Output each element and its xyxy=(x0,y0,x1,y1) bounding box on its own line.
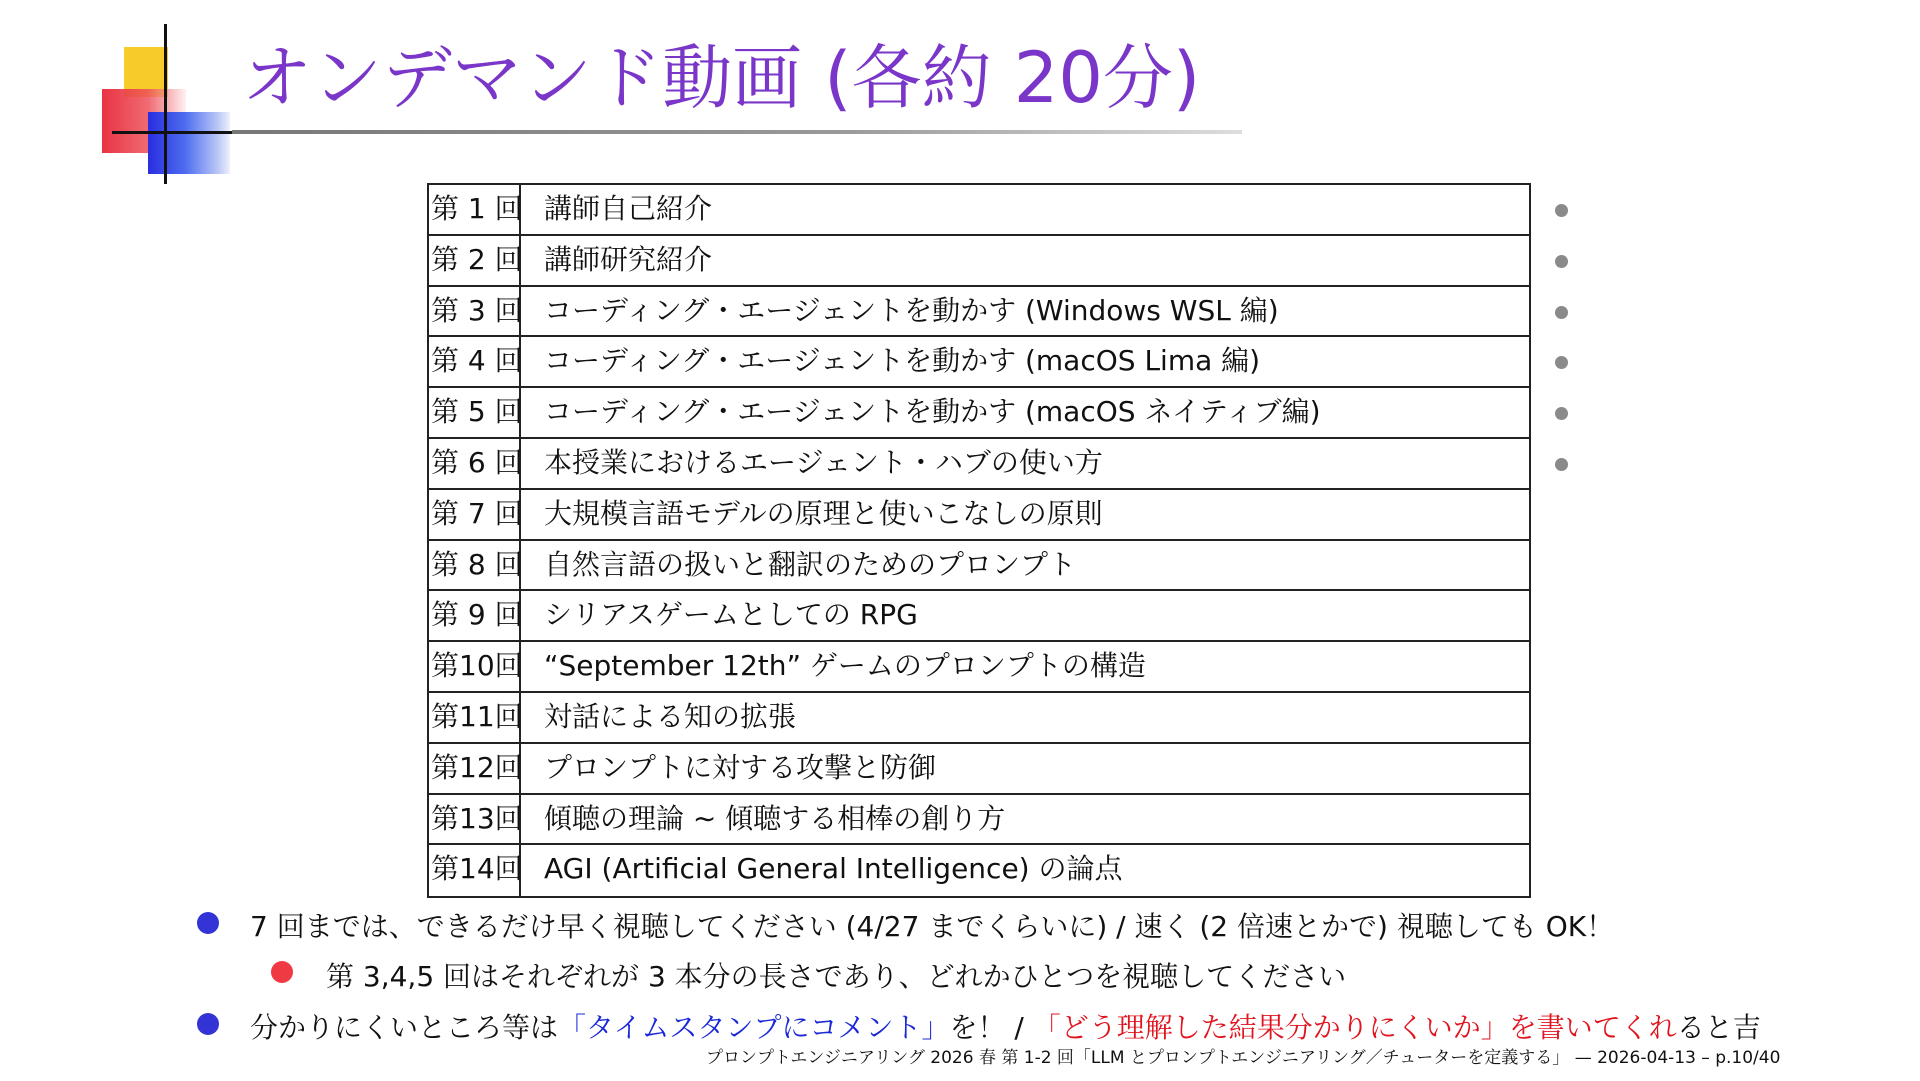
lecture-row xyxy=(429,287,1529,338)
lecture-row xyxy=(429,490,1529,541)
lecture-marker-dot xyxy=(1555,255,1568,268)
lecture-title: 大規模言語モデルの原理と使いこなしの原則 xyxy=(544,496,1103,530)
lecture-marker-dot xyxy=(1555,407,1568,420)
lecture-marker-dot xyxy=(1555,306,1568,319)
bullet-2-suffix: ると吉 xyxy=(1676,1011,1761,1044)
lecture-number: 第 2 回 xyxy=(429,236,521,285)
lecture-number: 第14回 xyxy=(429,845,521,896)
bullet-dot-2 xyxy=(197,1013,219,1035)
lecture-number: 第10回 xyxy=(429,642,521,691)
lecture-row xyxy=(429,591,1529,642)
lecture-marker-dot xyxy=(1555,204,1568,217)
lecture-title: コーディング・エージェントを動かす (macOS ネイティブ編) xyxy=(544,395,1321,429)
lecture-number: 第13回 xyxy=(429,795,521,844)
title-deco-vertical-line xyxy=(164,24,167,184)
lecture-title: 講師研究紹介 xyxy=(544,242,713,276)
lecture-row xyxy=(429,795,1529,846)
lecture-row xyxy=(429,744,1529,795)
lecture-marker-dot xyxy=(1555,356,1568,369)
bullet-1-text: 7 回までは、できるだけ早く視聴してください (4/27 までくらいに) / 速く (2 倍速とかで) 視聴しても OK！ xyxy=(250,910,1615,943)
bullet-2 xyxy=(250,1006,1761,1046)
lecture-title: シリアスゲームとしての RPG xyxy=(544,598,918,632)
lecture-number: 第11回 xyxy=(429,693,521,742)
title-deco-horizontal-line xyxy=(112,131,232,134)
lecture-table xyxy=(427,183,1531,898)
lecture-number: 第 1 回 xyxy=(429,185,521,234)
lecture-title: 本授業におけるエージェント・ハブの使い方 xyxy=(544,445,1103,479)
lecture-title: AGI (Artificial General Intelligence) の論点 xyxy=(544,852,1123,886)
bullet-2-red-emphasis: 「どう理解した結果分かりにくいか」を書いてくれ xyxy=(1032,1011,1677,1044)
lecture-marker-dot xyxy=(1555,458,1568,471)
lecture-row xyxy=(429,845,1529,896)
lecture-number: 第 7 回 xyxy=(429,490,521,539)
lecture-number: 第 8 回 xyxy=(429,541,521,590)
lecture-title: 傾聴の理論 ∼ 傾聴する相棒の創り方 xyxy=(544,801,1006,835)
lecture-row xyxy=(429,388,1529,439)
lecture-row xyxy=(429,693,1529,744)
slide-title: オンデマンド動画 (各約 20分) xyxy=(242,37,1201,119)
bullet-dot-1 xyxy=(197,912,219,934)
title-deco-blue-square xyxy=(148,112,230,174)
title-underline xyxy=(232,130,1242,134)
lecture-row xyxy=(429,236,1529,287)
bullet-2-middle: を！ / xyxy=(949,1011,1033,1044)
bullet-1-sub-text: 第 3,4,5 回はそれぞれが 3 本分の長さであり、どれかひとつを視聴してください xyxy=(326,960,1347,993)
lecture-number: 第 6 回 xyxy=(429,439,521,488)
bullet-2-prefix: 分かりにくいところ等は xyxy=(250,1011,559,1044)
slide-footer: プロンプトエンジニアリング 2026 春 第 1-2 回「LLM とプロンプトエンジニアリング／チューターを定義する」 — 2026-04-13 – p.10/40 xyxy=(706,1048,1781,1068)
lecture-number: 第 9 回 xyxy=(429,591,521,640)
lecture-title: “September 12th” ゲームのプロンプトの構造 xyxy=(544,649,1146,683)
bullet-2-blue-emphasis: 「タイムスタンプにコメント」 xyxy=(558,1011,950,1044)
lecture-number: 第12回 xyxy=(429,744,521,793)
bullet-dot-1-sub xyxy=(271,961,293,983)
lecture-title: 対話による知の拡張 xyxy=(544,699,797,733)
lecture-row xyxy=(429,541,1529,592)
lecture-title: 講師自己紹介 xyxy=(544,192,713,225)
lecture-row xyxy=(429,185,1529,236)
lecture-title: コーディング・エージェントを動かす (Windows WSL 編) xyxy=(544,293,1279,327)
lecture-title: プロンプトに対する攻撃と防御 xyxy=(544,750,937,784)
lecture-number: 第 3 回 xyxy=(429,287,521,336)
lecture-number: 第 4 回 xyxy=(429,337,521,386)
lecture-row xyxy=(429,439,1529,490)
lecture-title: 自然言語の扱いと翻訳のためのプロンプト xyxy=(544,547,1077,581)
lecture-number: 第 5 回 xyxy=(429,388,521,437)
lecture-title: コーディング・エージェントを動かす (macOS Lima 編) xyxy=(544,344,1261,378)
lecture-row xyxy=(429,337,1529,388)
lecture-row xyxy=(429,642,1529,693)
